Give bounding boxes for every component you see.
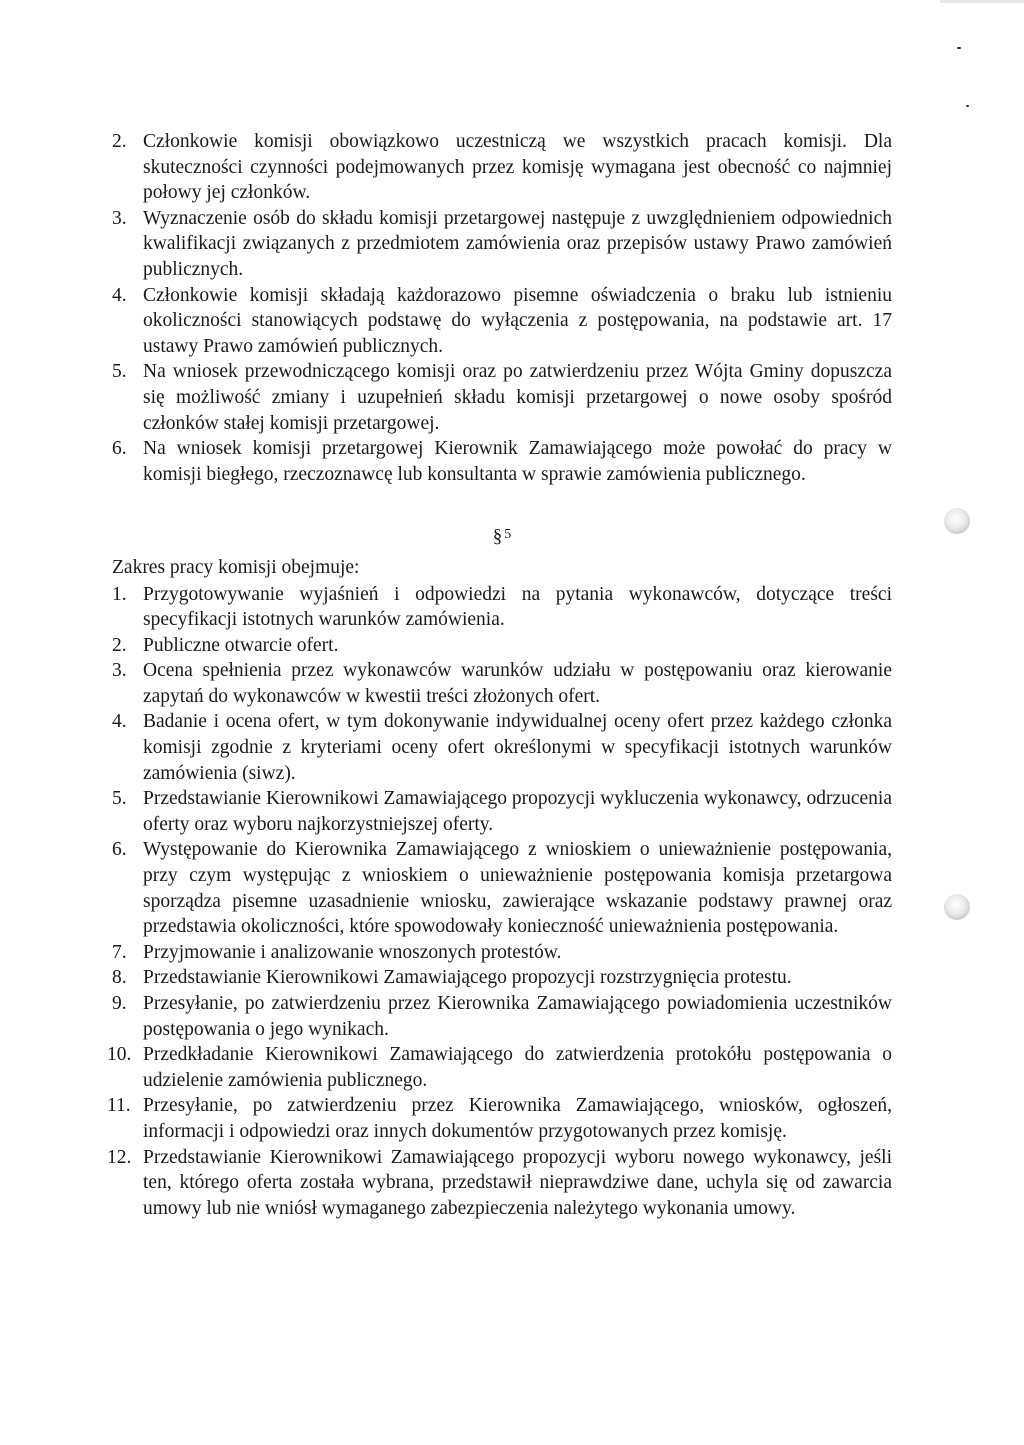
item-number: 8. [112,967,127,989]
item-number: 3. [112,207,127,229]
item-number: 9. [112,993,127,1014]
scan-speck [966,105,969,107]
list-item [112,206,892,283]
item-text: Występowanie do Kierownika Zamawiającego z wnioskiem o unieważnienie postępowania, przy czym występując z wnioskiem o unieważnienie postępowania komisja przetargowa sporządza pisemne uzasadnienie wniosku, zawierające wskazanie podstawy prawnej oraz przedstawia okoliczności, które spowodowały konieczność unieważnienia postępowania. [143,839,892,938]
item-text: Przygotowywanie wyjaśnień i odpowiedzi na pytania wykonawców, dotyczące treści specyfikacji istotnych warunków zamówienia. [143,583,892,631]
item-text: Członkowie komisji obowiązkowo uczestniczą we wszystkich pracach komisji. Dla skuteczności czynności podejmowanych przez komisję wymagana jest obecność co najmniej połowy jej członków. [143,131,892,204]
item-number: 2. [112,634,127,656]
item-number: 10. [107,1044,132,1066]
list-item [112,991,892,1042]
list-item [112,582,892,633]
item-number: 6. [112,438,127,460]
section-intro: Zakres pracy komisji obejmuje: [112,556,360,578]
list-item [112,436,892,487]
scan-edge [940,0,1024,3]
item-text: Na wniosek przewodniczącego komisji oraz po zatwierdzeniu przez Wójta Gminy dopuszcza się możliwość zmiany i uzupełnień składu komisji przetargowej o nowe osoby spośród członków stałej komisji przetargowej. [143,361,892,434]
list-item [112,129,892,206]
list-item [107,1093,892,1144]
previous-section-list [112,129,892,487]
section5-list [107,582,892,1222]
paragraph-symbol: § [492,526,503,548]
item-number: 6. [112,839,127,861]
document-body [107,129,892,1221]
scan-speck [957,47,961,49]
item-number: 4. [112,711,127,733]
item-text: Ocena spełnienia przez wykonawców warunków udziału w postępowaniu oraz kierowanie zapytań do wykonawców w kwestii treści złożonych ofert. [143,660,892,707]
section-number: 5 [504,527,512,543]
item-number: 5. [112,788,127,810]
item-text: Przesyłanie, po zatwierdzeniu przez Kierownika Zamawiającego, wniosków, ogłoszeń, informacji i odpowiedzi oraz innych dokumentów przygotowanych przez komisję. [143,1095,892,1142]
item-text: Badanie i ocena ofert, w tym dokonywanie indywidualnej oceny ofert przez każdego członka komisji zgodnie z kryteriami oceny ofert określonymi w specyfikacji istotnych warunków zamówienia (siwz). [143,711,892,784]
list-item [112,786,892,837]
item-number: 7. [112,941,127,963]
section-heading [112,524,892,552]
item-text: Przedkładanie Kierownikowi Zamawiającego do zatwierdzenia protokółu postępowania o udzielenie zamówienia publicznego. [143,1044,892,1091]
item-number: 1. [112,583,127,605]
item-number: 3. [112,660,127,682]
item-text: Publiczne otwarcie ofert. [143,634,339,656]
item-text: Na wniosek komisji przetargowej Kierownik Zamawiającego może powołać do pracy w komisji biegłego, rzeczoznawcę lub konsultanta w sprawie zamówienia publicznego. [143,438,892,485]
item-number: 4. [112,284,127,306]
item-text: Przyjmowanie i analizowanie wnoszonych protestów. [143,941,562,963]
item-number: 2. [112,131,127,152]
punch-hole [944,508,970,534]
item-text: Przedstawianie Kierownikowi Zamawiającego propozycji wyboru nowego wykonawcy, jeśli ten, którego oferta została wybrana, przedstawił nieprawdziwe dane, uchyla się od zawarcia umowy lub nie wniósł wymaganego zabezpieczenia należytego wykonania umowy. [143,1146,892,1219]
list-item [112,283,892,360]
item-text: Przedstawianie Kierownikowi Zamawiającego propozycji wykluczenia wykonawcy, odrzucenia oferty oraz wyboru najkorzystniejszej oferty. [143,788,892,835]
list-item [112,940,892,966]
item-text: Przedstawianie Kierownikowi Zamawiającego propozycji rozstrzygnięcia protestu. [143,967,792,989]
punch-hole [944,894,970,920]
list-item [112,837,892,939]
item-text: Członkowie komisji składają każdorazowo pisemne oświadczenia o braku lub istnieniu okoliczności stanowiących podstawę do wyłączenia z postępowania, na podstawie art. 17 ustawy Prawo zamówień publicznych. [143,284,892,357]
list-item [107,1145,892,1222]
list-item [112,658,892,709]
list-item [112,633,892,659]
list-item [107,1042,892,1093]
list-item [112,359,892,436]
item-number: 11. [107,1095,131,1117]
item-text: Wyznaczenie osób do składu komisji przetargowej następuje z uwzględnieniem odpowiednich kwalifikacji związanych z przedmiotem zamówienia oraz przepisów ustawy Prawo zamówień publicznych. [143,207,892,280]
item-number: 12. [107,1146,132,1168]
item-number: 5. [112,361,127,383]
list-item [112,965,892,991]
list-item [112,709,892,786]
item-text: Przesyłanie, po zatwierdzeniu przez Kierownika Zamawiającego powiadomienia uczestników postępowania o jego wynikach. [143,993,892,1040]
